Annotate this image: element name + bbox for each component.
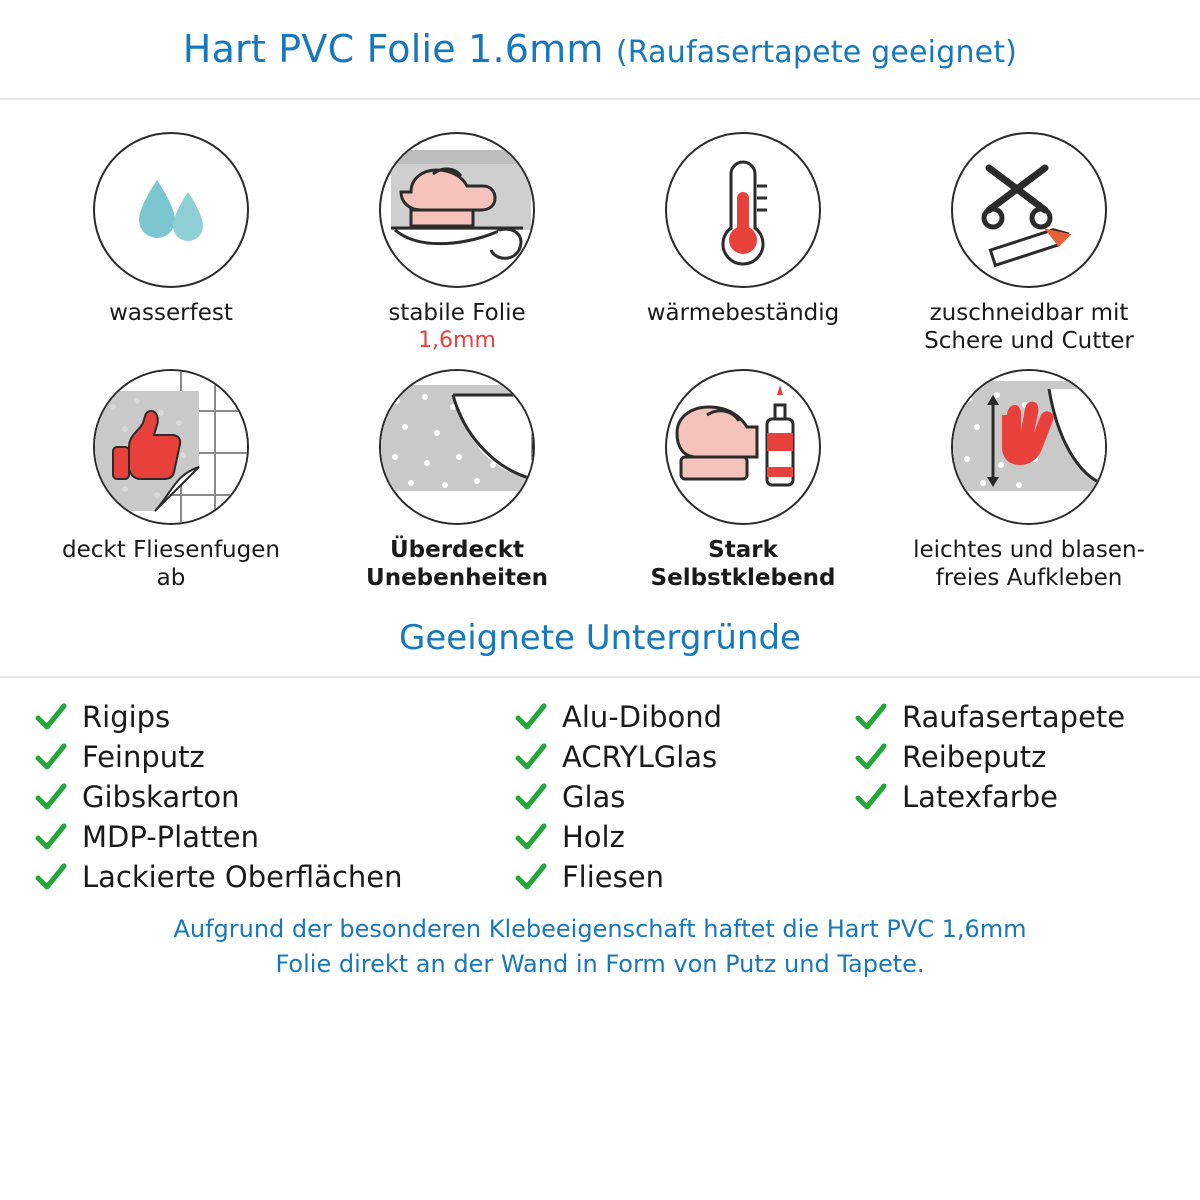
list-item-label: ACRYLGlas xyxy=(562,740,718,775)
feature-label: wärmebeständig xyxy=(646,300,840,326)
list-item-label: Alu-Dibond xyxy=(562,700,723,735)
substrate-checklist xyxy=(0,678,1200,894)
feature-label: leichtes und blasen-freies Aufkleben xyxy=(913,537,1145,591)
feature-label: stabile Folie xyxy=(388,300,526,326)
list-item-label: MDP-Platten xyxy=(82,820,259,855)
list-item-label: Latexfarbe xyxy=(902,780,1058,815)
checklist-column xyxy=(854,700,1166,894)
feature-label: zuschneidbar mit Schere und Cutter xyxy=(924,300,1134,354)
list-item xyxy=(854,700,1166,734)
list-item xyxy=(514,700,854,734)
list-item-label: Glas xyxy=(562,780,626,815)
check-icon xyxy=(854,700,888,734)
list-item-label: Raufasertapete xyxy=(902,700,1126,735)
feature-icon-circle xyxy=(93,132,249,288)
list-item xyxy=(514,820,854,854)
check-icon xyxy=(514,820,548,854)
thermometer-icon xyxy=(667,134,819,286)
list-item xyxy=(514,780,854,814)
check-icon xyxy=(514,860,548,894)
check-icon xyxy=(854,780,888,814)
list-item xyxy=(34,740,514,774)
list-item xyxy=(34,860,514,894)
feature-icon-circle xyxy=(665,369,821,525)
feature-icon-circle xyxy=(951,369,1107,525)
feature-label: wasserfest xyxy=(109,300,233,326)
feature-icon-circle xyxy=(665,132,821,288)
feature-item xyxy=(886,369,1172,592)
arm-glue-icon xyxy=(667,371,819,523)
feature-item xyxy=(314,369,600,592)
page-title-sub: (Raufasertapete geeignet) xyxy=(615,35,1018,70)
list-item-label: Rigips xyxy=(82,700,171,735)
header xyxy=(0,0,1200,100)
checklist-column xyxy=(514,700,854,894)
scissors-cutter-icon xyxy=(953,134,1105,286)
check-icon xyxy=(34,860,68,894)
list-item xyxy=(854,780,1166,814)
feature-label: Überdeckt Unebenheiten xyxy=(366,537,548,591)
page-title xyxy=(183,27,1017,71)
feature-item xyxy=(600,132,886,355)
thumbs-up-tiles-icon xyxy=(95,371,247,523)
check-icon xyxy=(34,740,68,774)
feature-label: deckt Fliesenfugen ab xyxy=(62,537,280,591)
strong-arm-foil-icon xyxy=(381,134,533,286)
list-item-label: Lackierte Oberflächen xyxy=(82,860,403,895)
list-item-label: Reibeputz xyxy=(902,740,1047,775)
list-item xyxy=(34,820,514,854)
list-item xyxy=(514,860,854,894)
feature-item xyxy=(28,132,314,355)
list-item xyxy=(854,740,1166,774)
check-icon xyxy=(514,740,548,774)
section-title: Geeignete Untergründe xyxy=(399,618,801,659)
list-item xyxy=(34,700,514,734)
footer-line-1: Aufgrund der besonderen Klebeeigenschaft haftet die Hart PVC 1,6mm xyxy=(173,915,1027,944)
list-item xyxy=(34,780,514,814)
water-drops-icon xyxy=(95,134,247,286)
check-icon xyxy=(514,700,548,734)
footer-note xyxy=(0,912,1200,982)
feature-icon-circle xyxy=(379,132,535,288)
check-icon xyxy=(34,820,68,854)
check-icon xyxy=(854,740,888,774)
feature-item xyxy=(314,132,600,355)
feature-sublabel: 1,6mm xyxy=(418,327,496,353)
feature-item xyxy=(886,132,1172,355)
feature-label: Stark Selbstklebend xyxy=(650,537,836,591)
list-item xyxy=(514,740,854,774)
check-icon xyxy=(34,780,68,814)
check-icon xyxy=(34,700,68,734)
list-item-label: Gibskarton xyxy=(82,780,240,815)
feature-grid xyxy=(0,100,1200,592)
hand-smoothing-icon xyxy=(953,371,1105,523)
foil-corner-icon xyxy=(381,371,533,523)
page-title-main: Hart PVC Folie 1.6mm xyxy=(182,27,604,71)
checklist-column xyxy=(34,700,514,894)
feature-icon-circle xyxy=(379,369,535,525)
feature-item xyxy=(600,369,886,592)
check-icon xyxy=(514,780,548,814)
feature-icon-circle xyxy=(93,369,249,525)
feature-icon-circle xyxy=(951,132,1107,288)
section-header xyxy=(0,618,1200,678)
list-item-label: Holz xyxy=(562,820,625,855)
list-item-label: Fliesen xyxy=(562,860,664,895)
feature-item xyxy=(28,369,314,592)
footer-line-2: Folie direkt an der Wand in Form von Putz und Tapete. xyxy=(275,950,925,979)
list-item-label: Feinputz xyxy=(82,740,205,775)
